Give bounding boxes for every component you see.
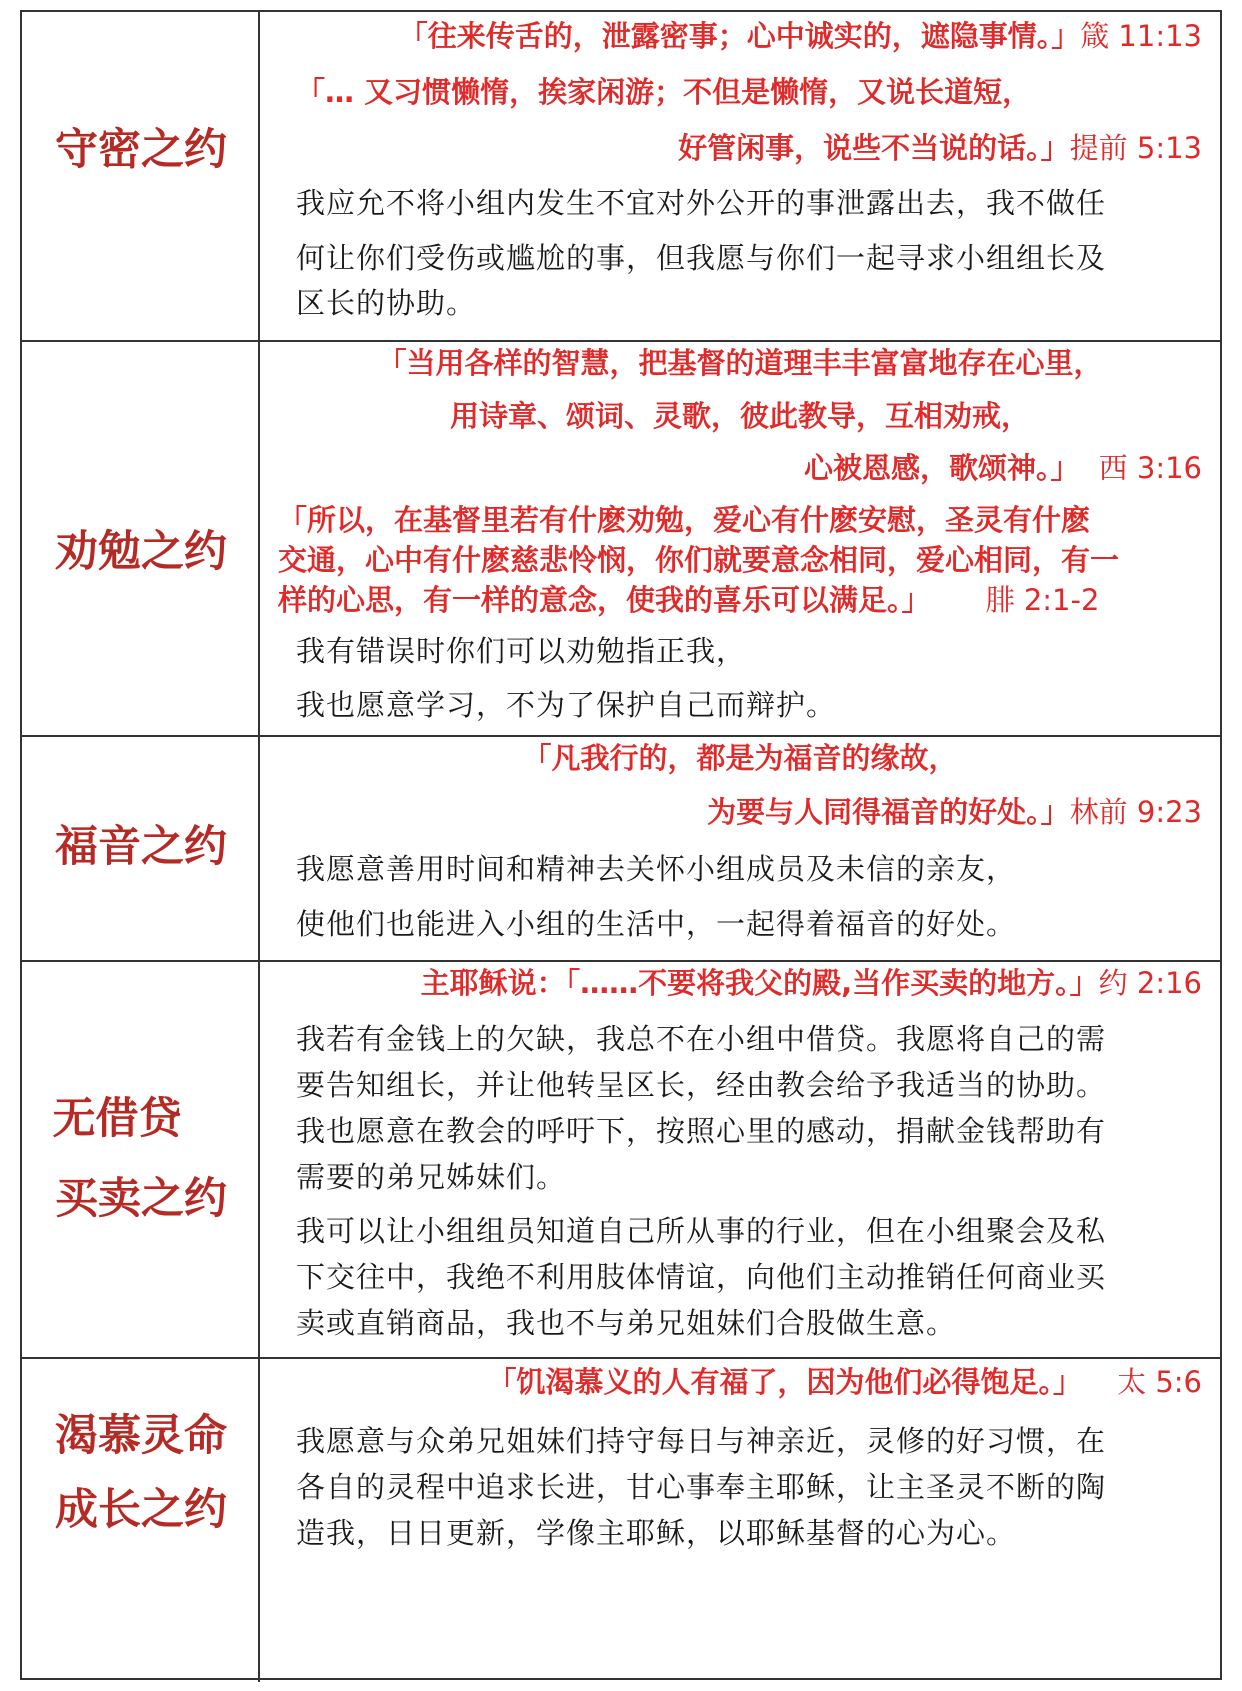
- verse-reference: 太 5:6: [1117, 1365, 1202, 1399]
- body-line: 我也愿意学习，不为了保护自己而辩护。: [296, 688, 837, 722]
- body-line: 我应允不将小组内发生不宜对外公开的事泄露出去，我不做任: [296, 186, 1107, 220]
- body-line: 卖或直销商品，我也不与弟兄姐妹们合股做生意。: [296, 1306, 957, 1340]
- verse-text: 用诗章、颂词、灵歌，彼此教导，互相劝戒，: [449, 399, 1030, 433]
- body-line: 我愿意与众弟兄姐妹们持守每日与神亲近，灵修的好习惯，在: [296, 1424, 1107, 1458]
- verse-line: [678, 127, 1202, 174]
- section-title: 劝勉之约: [55, 527, 227, 577]
- section-content: [260, 962, 1220, 1357]
- verse-line: [488, 1361, 1203, 1408]
- body-line: 我也愿意在教会的呼吁下，按照心里的感动，捐献金钱帮助有: [296, 1114, 1107, 1148]
- verse-reference: 腓 2:1-2: [985, 583, 1100, 617]
- section-content: [260, 737, 1220, 960]
- section-gospel: [22, 737, 1220, 962]
- verse-line: [260, 737, 1220, 784]
- section-title: 无借贷: [52, 1094, 182, 1144]
- verse-text: 好管闲事，说些不当说的话。」: [678, 131, 1070, 165]
- body-line: 下交往中，我绝不利用肢体情谊，向他们主动推销任何商业买: [296, 1260, 1107, 1294]
- verse-line: [278, 579, 1099, 626]
- verse-reference: 林前 9:23: [1069, 795, 1202, 829]
- section-no-lending-trading: [22, 962, 1220, 1359]
- verse-text: 「… 又习惯懒惰，挨家闲游；不但是懒惰，又说长道短，: [296, 75, 1032, 109]
- section-title-cell: [22, 962, 260, 1357]
- verse-line: [421, 962, 1202, 1009]
- body-line: 需要的弟兄姊妹们。: [296, 1160, 567, 1194]
- verse-line: [804, 447, 1202, 494]
- verse-line: [707, 791, 1202, 838]
- verse-text: 心被恩感，歌颂神。」: [804, 451, 1080, 485]
- body-line: 我有错误时你们可以劝勉指正我，: [296, 634, 747, 668]
- body-line: 何让你们受伤或尴尬的事，但我愿与你们一起寻求小组组长及: [296, 241, 1107, 275]
- section-content: [260, 342, 1220, 735]
- body-line: 要告知组长，并让他转呈区长，经由教会给予我适当的协助。: [296, 1068, 1107, 1102]
- section-title: 渴慕灵命: [55, 1411, 227, 1461]
- verse-text: 「当用各样的智慧，把基督的道理丰丰富富地存在心里，: [377, 346, 1103, 380]
- verse-line: [260, 342, 1220, 389]
- section-title: 买卖之约: [55, 1174, 227, 1224]
- section-title-cell: [22, 1359, 260, 1682]
- verse-line: [296, 71, 1031, 118]
- covenant-table: [20, 10, 1222, 1680]
- verse-text: 「凡我行的，都是为福音的缘故，: [522, 741, 958, 775]
- verse-reference: 提前 5:13: [1069, 131, 1202, 165]
- section-confidentiality: [22, 12, 1220, 342]
- body-line: 使他们也能进入小组的生活中，一起得着福音的好处。: [296, 907, 1017, 941]
- section-content: [260, 12, 1220, 340]
- section-title-cell: [22, 737, 260, 960]
- section-title: 福音之约: [55, 822, 227, 872]
- body-line: 我愿意善用时间和精神去关怀小组成员及未信的亲友，: [296, 852, 1017, 886]
- verse-text: 交通，心中有什麽慈悲怜悯，你们就要意念相同，爱心相同，有一: [278, 543, 1120, 577]
- verse-text: 样的心思，有一样的意念，使我的喜乐可以满足。」: [278, 583, 931, 617]
- verse-line: [260, 395, 1220, 442]
- section-exhortation: [22, 342, 1220, 737]
- body-line: 区长的协助。: [296, 286, 477, 320]
- verse-reference: 西 3:16: [1098, 451, 1202, 485]
- verse-text: 「饥渴慕义的人有福了，因为他们必得饱足。」: [487, 1365, 1083, 1399]
- verse-reference: 约 2:16: [1098, 966, 1202, 1000]
- verse-text: 「往来传舌的，泄露密事；心中诚实的，遮隐事情。」: [398, 19, 1081, 53]
- body-line: 我若有金钱上的欠缺，我总不在小组中借贷。我愿将自己的需: [296, 1022, 1107, 1056]
- section-content: [260, 1359, 1220, 1682]
- section-spiritual-growth: [22, 1359, 1220, 1682]
- body-line: 我可以让小组组员知道自己所从事的行业，但在小组聚会及私: [296, 1214, 1107, 1248]
- verse-text: 「所以，在基督里若有什麽劝勉，爱心有什麽安慰，圣灵有什麽: [278, 503, 1091, 537]
- section-title: 成长之约: [55, 1485, 227, 1535]
- section-title: 守密之约: [55, 125, 227, 175]
- verse-text: 为要与人同得福音的好处。」: [707, 795, 1070, 829]
- body-line: 造我，日日更新，学像主耶稣，以耶稣基督的心为心。: [296, 1516, 1017, 1550]
- section-title-cell: [22, 12, 260, 340]
- verse-reference: 箴 11:13: [1080, 19, 1202, 53]
- section-title-cell: [22, 342, 260, 735]
- body-line: 各自的灵程中追求长进，甘心事奉主耶稣，让主圣灵不断的陶: [296, 1470, 1107, 1504]
- verse-line: [399, 15, 1202, 62]
- verse-text: 主耶稣说：「……不要将我父的殿,当作买卖的地方。」: [420, 966, 1099, 1000]
